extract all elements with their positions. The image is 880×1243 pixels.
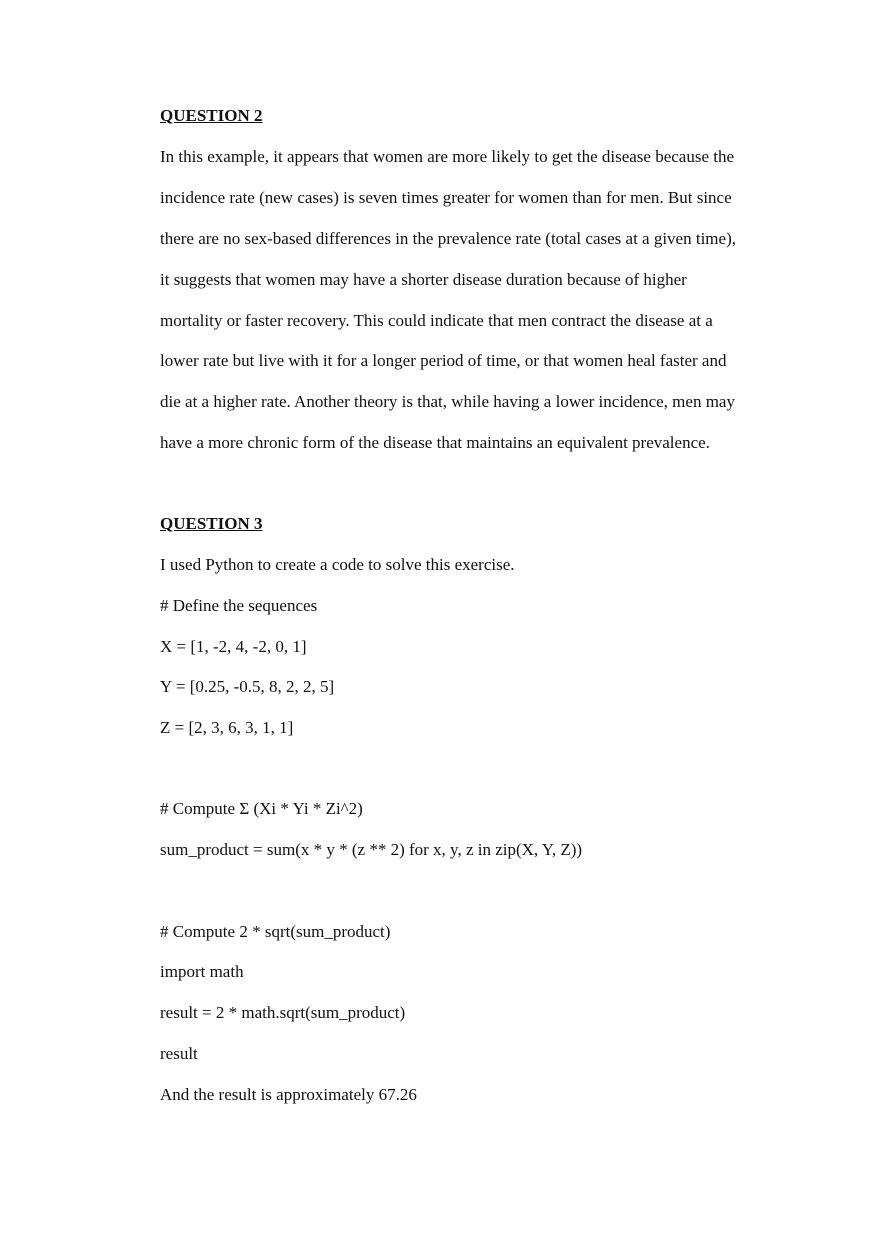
code-comment-define: # Define the sequences <box>160 596 318 615</box>
question-2-heading: QUESTION 2 <box>160 106 263 125</box>
q2-paragraph-line-2: incidence rate (new cases) is seven times greater for women than for men. But since <box>160 188 732 207</box>
q2-paragraph-line-8: have a more chronic form of the disease that maintains an equivalent prevalence. <box>160 433 710 452</box>
code-result-echo: result <box>160 1044 198 1063</box>
q2-paragraph-line-3: there are no sex-based differences in the prevalence rate (total cases at a given time), <box>160 229 736 248</box>
q2-paragraph-line-4: it suggests that women may have a shorter disease duration because of higher <box>160 270 687 289</box>
code-z-definition: Z = [2, 3, 6, 3, 1, 1] <box>160 718 294 737</box>
q2-paragraph-line-1: In this example, it appears that women are more likely to get the disease because the <box>160 147 735 166</box>
code-comment-sum: # Compute Σ (Xi * Yi * Zi^2) <box>160 799 363 818</box>
question-3-heading: QUESTION 3 <box>160 514 263 533</box>
code-x-definition: X = [1, -2, 4, -2, 0, 1] <box>160 637 307 656</box>
code-sum-product: sum_product = sum(x * y * (z ** 2) for x, y, z in zip(X, Y, Z)) <box>160 840 583 859</box>
q2-paragraph-line-7: die at a higher rate. Another theory is that, while having a lower incidence, men may <box>160 392 735 411</box>
q2-paragraph-line-6: lower rate but live with it for a longer period of time, or that women heal faster and <box>160 351 727 370</box>
q2-paragraph-line-5: mortality or faster recovery. This could indicate that men contract the disease at a <box>160 311 713 330</box>
code-result-assignment: result = 2 * math.sqrt(sum_product) <box>160 1003 406 1022</box>
code-import: import math <box>160 962 244 981</box>
q3-intro: I used Python to create a code to solve this exercise. <box>160 555 515 574</box>
code-y-definition: Y = [0.25, -0.5, 8, 2, 2, 5] <box>160 677 335 696</box>
q3-conclusion: And the result is approximately 67.26 <box>160 1085 417 1104</box>
code-comment-sqrt: # Compute 2 * sqrt(sum_product) <box>160 922 391 941</box>
